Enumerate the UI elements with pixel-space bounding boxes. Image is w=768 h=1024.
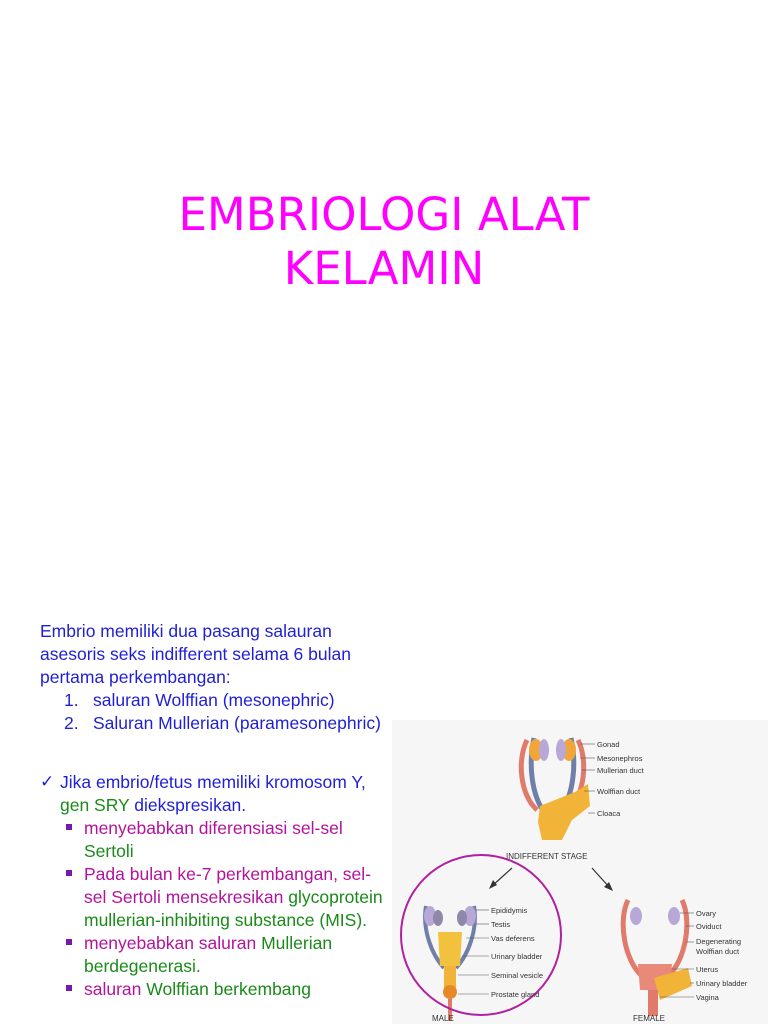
square-bullet-icon xyxy=(66,985,72,991)
body-text xyxy=(40,620,390,1001)
sub-item xyxy=(40,932,390,978)
slide-title-line-2: KELAMIN xyxy=(283,242,485,295)
sub-text: menyebabkan diferensiasi sel-sel xyxy=(84,818,343,838)
check-text-3: diekspresikan. xyxy=(129,795,247,815)
label-ovary: Ovary xyxy=(696,909,717,918)
label-gonad: Gonad xyxy=(597,740,620,749)
label-oviduct: Oviduct xyxy=(696,922,722,931)
caption-female: FEMALE xyxy=(633,1014,666,1023)
square-bullet-icon xyxy=(66,939,72,945)
sub-text: Pada bulan ke-7 perkembangan, sel-sel Sertoli mensekresikan xyxy=(84,864,371,907)
list-item xyxy=(40,689,390,712)
list-text: saluran Wolffian (mesonephric) xyxy=(93,690,335,710)
label-degenerating: Degenerating xyxy=(696,937,742,946)
label-urinary-bladder-male: Urinary bladder xyxy=(491,952,543,961)
slide-title xyxy=(0,188,768,296)
intro-paragraph: Embrio memiliki dua pasang salauran asesoris seks indifferent selama 6 bulan pertama perkembangan: xyxy=(40,621,351,687)
label-seminal-vesicle: Seminal vesicle xyxy=(491,971,544,980)
arrow-icon xyxy=(489,868,613,891)
label-vas-deferens: Vas deferens xyxy=(491,934,535,943)
sub-text-green: Mullerian berdegenerasi. xyxy=(84,933,333,976)
list-number: 1. xyxy=(64,690,79,710)
square-bullet-icon xyxy=(66,824,72,830)
caption-indifferent-stage: INDIFFERENT STAGE xyxy=(506,852,588,861)
sub-text: menyebabkan saluran xyxy=(84,933,262,953)
sub-text: saluran xyxy=(84,979,147,999)
female-organ xyxy=(623,900,692,1016)
indifferent-stage-organ xyxy=(521,738,590,840)
label-uterus: Uterus xyxy=(696,965,719,974)
label-vagina: Vagina xyxy=(696,993,719,1002)
label-epididymis: Epididymis xyxy=(491,906,528,915)
check-item xyxy=(40,771,390,817)
list-number: 2. xyxy=(64,713,79,733)
square-bullet-icon xyxy=(66,870,72,876)
list-item xyxy=(40,712,390,735)
label-testis: Testis xyxy=(491,920,511,929)
caption-male: MALE xyxy=(432,1014,454,1023)
label-urinary-bladder-female: Urinary bladder xyxy=(696,979,748,988)
male-organ xyxy=(424,906,476,1021)
sub-item xyxy=(40,817,390,863)
label-wolffian-duct-female: Wolffian duct xyxy=(696,947,740,956)
check-text-sry: gen SRY xyxy=(60,795,130,815)
duct-list xyxy=(40,689,390,735)
label-prostate-gland: Prostate gland xyxy=(491,990,540,999)
embryology-figure xyxy=(392,720,768,1024)
sub-text-green: glycoprotein mullerian-inhibiting substance (MIS). xyxy=(84,887,383,930)
label-cloaca: Cloaca xyxy=(597,809,621,818)
sub-text-green: Wolffian berkembang xyxy=(146,979,311,999)
reproductive-ducts-diagram xyxy=(392,720,768,1024)
check-text-1: Jika embrio/fetus memiliki kromosom Y, xyxy=(60,772,366,792)
label-mesonephros: Mesonephros xyxy=(597,754,643,763)
slide-title-line-1: EMBRIOLOGI ALAT xyxy=(178,188,590,241)
checkmark-icon: ✓ xyxy=(40,772,55,791)
label-wolffian-duct: Wolffian duct xyxy=(597,787,641,796)
sub-text-green: Sertoli xyxy=(84,841,134,861)
label-mullerian-duct: Mullerian duct xyxy=(597,766,644,775)
sub-item xyxy=(40,863,390,932)
list-text: Saluran Mullerian (paramesonephric) xyxy=(93,713,381,733)
sub-item xyxy=(40,978,390,1001)
